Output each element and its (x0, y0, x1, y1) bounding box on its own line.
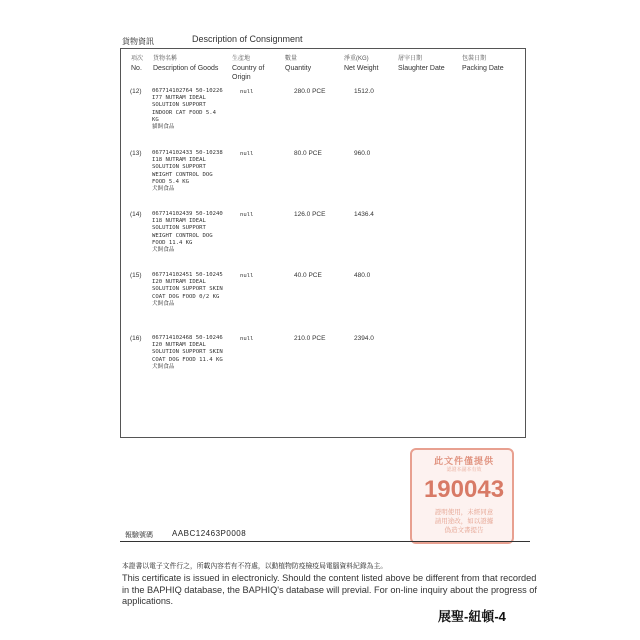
table-row (130, 211, 510, 261)
table-row (130, 335, 510, 385)
header-no: 項次 No. (131, 56, 144, 72)
stamp-top-text: 此文件僅提供 (433, 456, 494, 466)
row-net-weight: 480.0 (354, 272, 371, 279)
footer-label: 展聖-紐頓-4 (438, 609, 506, 624)
row-no: (13) (130, 150, 142, 157)
row-quantity: 280.0 PCE (294, 88, 326, 95)
notice-chinese: 本證書以電子文件行之，所載內容若有不符處，以動植物防疫檢疫局電腦資料紀錄為主。 (122, 563, 388, 570)
row-net-weight: 2394.0 (354, 335, 374, 342)
row-origin: null (240, 151, 254, 157)
notice-english: This certificate is issued in electronicly. Should the content listed above be different from that recorded in the BAPHIQ database, the BAPHIQ's database will previal. For on-line inquiry about the progress of applications. (122, 573, 537, 606)
row-net-weight: 960.0 (354, 150, 371, 157)
table-row (130, 88, 510, 138)
watermark-stamp (410, 448, 514, 544)
section-title-cn: 貨物資訊 (122, 37, 154, 46)
header-slaughter-date: 屠宰日期 Slaughter Date (398, 56, 445, 72)
divider (120, 541, 530, 542)
stamp-small-text: 認證本副本有效 (446, 467, 482, 473)
row-quantity: 80.0 PCE (294, 150, 322, 157)
row-description: 067714102439 50-10240 I18 NUTRAM IDEAL SOLUTION SUPPORT WEIGHT CONTROL DOG FOOD 11.4 KG 犬飼食品 (152, 211, 223, 254)
row-origin: null (240, 273, 254, 279)
cert-number-value: AABC12463P0008 (172, 529, 247, 538)
row-no: (14) (130, 211, 142, 218)
table-row (130, 272, 510, 322)
section-title-en: Description of Consignment (192, 34, 303, 44)
stamp-notice: 證明使用，未經同意 請用途改，如以證據 偽造文書提告 (434, 509, 494, 534)
row-description: 067714102451 50-10245 I20 NUTRAM IDEAL SOLUTION SUPPORT SKIN COAT DOG FOOD 0/2 KG 犬飼食品 (152, 272, 223, 307)
table-row (130, 150, 510, 200)
stamp-number: 190043 (423, 476, 505, 503)
cert-number-label: 報驗號碼 (125, 532, 153, 539)
row-no: (16) (130, 335, 142, 342)
row-net-weight: 1512.0 (354, 88, 374, 95)
row-origin: null (240, 89, 254, 95)
row-quantity: 40.0 PCE (294, 272, 322, 279)
row-origin: null (240, 212, 254, 218)
header-description: 貨物名稱 Description of Goods (153, 56, 219, 72)
header-packing-date: 包裝日期 Packing Date (462, 56, 504, 72)
header-origin: 生產地 Country of Origin (232, 56, 265, 81)
header-net-weight: 淨重(KG) Net Weight (344, 56, 379, 72)
row-quantity: 126.0 PCE (294, 211, 326, 218)
row-description: 067714102433 50-10238 I18 NUTRAM IDEAL SOLUTION SUPPORT WEIGHT CONTROL DOG FOOD 5.4 KG 犬飼食品 (152, 150, 223, 193)
row-origin: null (240, 336, 254, 342)
header-quantity: 數量 Quantity (285, 56, 312, 72)
row-net-weight: 1436.4 (354, 211, 374, 218)
row-description: 067714102764 50-10226 I77 NUTRAM IDEAL SOLUTION SUPPORT INDOOR CAT FOOD 5.4 KG 貓飼食品 (152, 88, 223, 131)
row-no: (15) (130, 272, 142, 279)
row-quantity: 210.0 PCE (294, 335, 326, 342)
row-description: 067714102468 50-10246 I20 NUTRAM IDEAL SOLUTION SUPPORT SKIN COAT DOG FOOD 11.4 KG 犬飼食品 (152, 335, 223, 370)
row-no: (12) (130, 88, 142, 95)
